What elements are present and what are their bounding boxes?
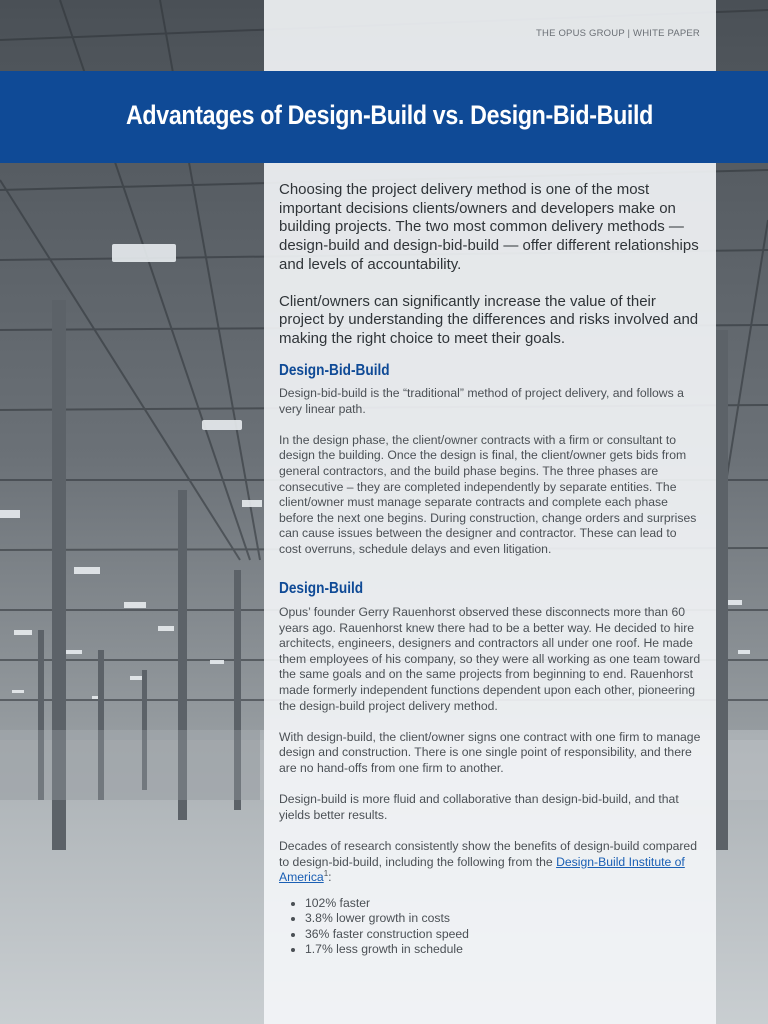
section-heading-design-bid-build: Design-Bid-Build (279, 362, 390, 379)
list-item: • 3.8% lower growth in costs (305, 911, 701, 927)
section-heading-design-build: Design-Build (279, 580, 364, 597)
design-build-section (279, 605, 701, 958)
publication-label: THE OPUS GROUP | WHITE PAPER (536, 28, 700, 39)
footnote-marker[interactable]: 1 (323, 869, 329, 879)
design-bid-build-section (279, 386, 701, 573)
list-item: • 36% faster construction speed (305, 927, 701, 943)
body-paragraph: Opus’ founder Gerry Rauenhorst observed these disconnects more than 60 years ago. Rauenhorst knew there had to be a better way. He decided to hire architects, engineers, designers and contractors all under one roof. He made them employees of his company, so they were all working as one team toward the same goals and on the same projects from beginning to end. Rauenhorst made formerly independent functions dependent upon each other, pioneering the design-build project delivery method. (279, 605, 701, 713)
dbia-link[interactable]: Design-Build Institute of America (279, 854, 685, 885)
page-title: Advantages of Design-Build vs. Design-Bid-Build (126, 100, 653, 130)
body-paragraph: Design-build is more fluid and collaborative than design-bid-build, and that yields better results. (279, 792, 679, 822)
colon: : (328, 870, 332, 885)
intro-paragraph: Choosing the project delivery method is one of the most important decisions clients/owners and developers make on building projects. The two most common delivery methods — design-build and design-bid-build — offer different relationships and levels of accountability. (279, 181, 699, 273)
intro (279, 181, 701, 367)
body-paragraph: Design-bid-build is the “traditional” method of project delivery, and follows a very linear path. (279, 386, 684, 416)
list-item: • 102% faster (305, 896, 701, 912)
body-paragraph: With design-build, the client/owner signs one contract with one firm to manage design and construction. There is one single point of responsibility, and there are no hand-offs from one firm to another. (279, 729, 701, 775)
research-text: Decades of research consistently show the benefits of design-build compared to design-bid-build, including the following from the (279, 838, 697, 869)
benefits-list (279, 896, 701, 958)
list-item: • 1.7% less growth in schedule (305, 942, 701, 958)
intro-paragraph: Client/owners can significantly increase the value of their project by understanding the differences and risks involved and making the right choice to meet their goals. (279, 292, 699, 347)
research-paragraph (279, 839, 701, 886)
body-paragraph: In the design phase, the client/owner contracts with a firm or consultant to design the building. Once the design is final, the client/owner gets bids from general contractors, and the build phase begins. The three phases are consecutive – they are completed independently by separate entities. The client/owner must manage separate contracts and complete each phase before the next one begins. During construction, change orders and surprises can cause issues between the designer and contractor. These can lead to cost overruns, schedule delays and even litigation. (279, 432, 697, 556)
